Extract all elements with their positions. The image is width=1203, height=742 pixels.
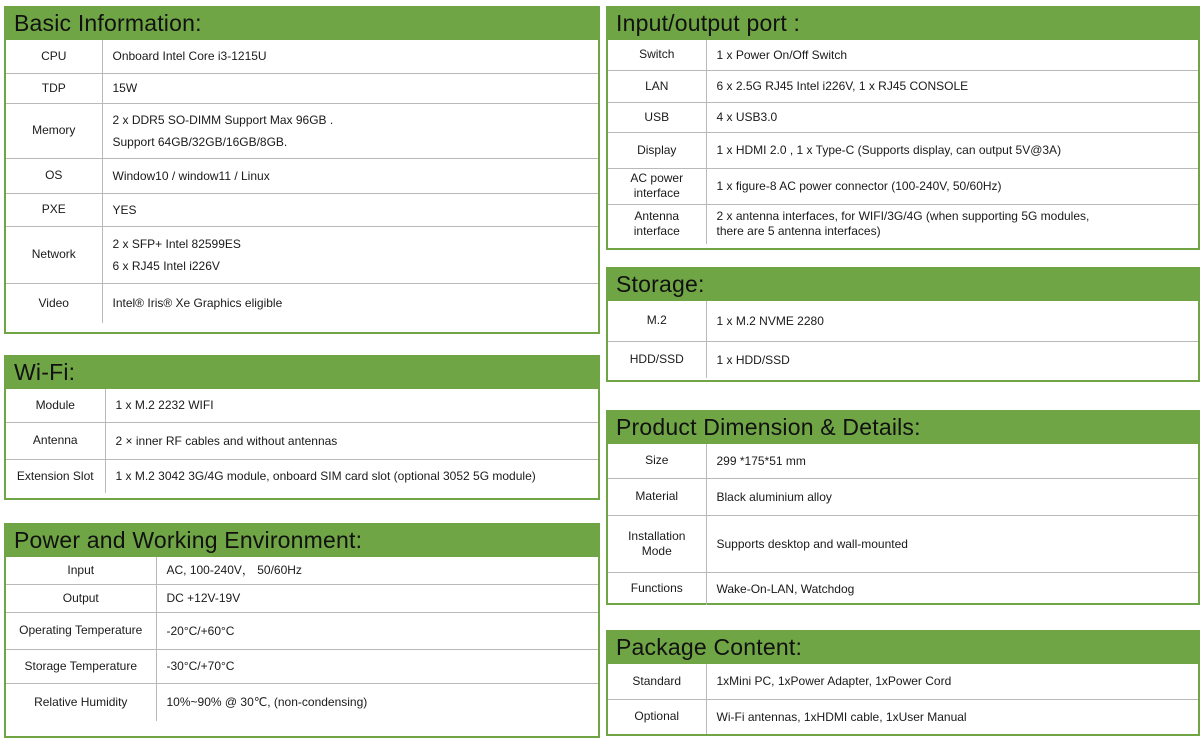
spec-label: OS [6,158,102,193]
spec-value [102,40,598,73]
spec-value [706,102,1198,132]
spec-table [6,389,598,493]
spec-value [706,40,1198,70]
spec-row [608,444,1198,478]
spec-row [6,226,598,283]
spec-value [102,158,598,193]
spec-label: Relative Humidity [6,683,156,721]
spec-value-line: YES [112,202,137,217]
spec-label: Module [6,389,105,422]
spec-row [6,557,598,584]
spec-value-line: 6 x RJ45 Intel i226V [112,258,220,273]
spec-label: Memory [6,103,102,158]
section-title: Product Dimension & Details: [616,413,921,440]
spec-label: Operating Temperature [6,612,156,649]
spec-value [105,459,598,493]
product-dimension-header [608,412,1198,444]
spec-value-line: Onboard Intel Core i3-1215U [112,49,267,64]
spec-value [706,204,1198,244]
spec-value-line: -20°C/+60°C [166,623,235,638]
spec-label: Antenna [6,422,105,459]
spec-label: PXE [6,193,102,226]
spec-table [608,40,1198,244]
spec-value [102,283,598,323]
basic-information-panel [4,6,600,334]
spec-value-line: 2 x SFP+ Intel 82599ES [112,236,241,251]
spec-label: Optional [608,699,706,734]
spec-value-line: Wake-On-LAN, Watchdog [716,581,855,596]
spec-row [608,204,1198,244]
section-title: Package Content: [616,633,803,660]
spec-value-line: 6 x 2.5G RJ45 Intel i226V, 1 x RJ45 CONSOLE [716,79,969,93]
spec-label: Video [6,283,102,323]
spec-label: Output [6,584,156,612]
spec-value-line: 2 x antenna interfaces, for WIFI/3G/4G (when supporting 5G modules, [716,209,1090,224]
spec-value [156,557,598,584]
spec-row [608,40,1198,70]
spec-value-line: Black aluminium alloy [716,489,832,504]
spec-value-line: 4 x USB3.0 [716,110,778,124]
spec-row [608,341,1198,378]
spec-row [608,70,1198,102]
spec-label: Antenna interface [608,204,706,244]
spec-row [608,664,1198,699]
spec-row [608,572,1198,605]
section-title: Power and Working Environment: [14,526,363,553]
spec-value-line: 2 x DDR5 SO-DIMM Support Max 96GB . [112,112,334,127]
spec-value [706,699,1198,734]
spec-row [6,389,598,422]
power-environment-panel [4,523,600,738]
spec-value [706,572,1198,605]
spec-table [608,664,1198,734]
spec-label: Standard [608,664,706,699]
spec-value [706,132,1198,168]
spec-row [6,193,598,226]
spec-value-line: DC +12V-19V [166,591,241,605]
spec-value-line: there are 5 antenna interfaces) [716,224,881,239]
spec-row [608,515,1198,572]
spec-value-line: 1 x M.2 2232 WIFI [115,398,214,413]
spec-row [608,168,1198,204]
spec-row [6,649,598,683]
spec-label: Input [6,557,156,584]
spec-value [102,103,598,158]
spec-row [6,158,598,193]
spec-table [6,40,598,323]
storage-header [608,269,1198,301]
package-content-header [608,632,1198,664]
spec-value-line: 1xMini PC, 1xPower Adapter, 1xPower Cord [716,674,952,689]
spec-value-line: 299 *175*51 mm [716,453,806,468]
spec-label: Size [608,444,706,478]
spec-value [706,664,1198,699]
spec-label: Display [608,132,706,168]
product-dimension-panel [606,410,1200,605]
spec-value-line: AC, 100-240V， 50/60Hz [166,563,302,578]
section-title: Storage: [616,270,705,297]
package-content-panel [606,630,1200,736]
spec-table [608,444,1198,605]
spec-value-line: 1 x figure-8 AC power connector (100-240V, 50/60Hz) [716,179,1002,193]
spec-value-line: Intel® Iris® Xe Graphics eligible [112,296,283,311]
spec-value [706,168,1198,204]
spec-value [102,73,598,103]
section-title: Input/output port : [616,9,801,36]
spec-label: AC power interface [608,168,706,204]
spec-value-line: 10%~90% @ 30℃, (non-condensing) [166,695,368,710]
spec-value-line: 15W [112,81,138,95]
spec-label: USB [608,102,706,132]
spec-row [608,301,1198,341]
spec-row [6,103,598,158]
spec-label: Storage Temperature [6,649,156,683]
spec-value [102,193,598,226]
spec-row [608,478,1198,515]
spec-label: HDD/SSD [608,341,706,378]
spec-label: Extension Slot [6,459,105,493]
spec-row [608,102,1198,132]
spec-value-line: 1 x M.2 3042 3G/4G module, onboard SIM card slot (optional 3052 5G module) [115,469,536,484]
spec-label: CPU [6,40,102,73]
spec-table [608,301,1198,378]
spec-label: TDP [6,73,102,103]
spec-value [156,649,598,683]
spec-value-line: 1 x Power On/Off Switch [716,47,847,62]
io-port-panel [606,6,1200,250]
spec-value [706,301,1198,341]
spec-row [6,459,598,493]
spec-label: LAN [608,70,706,102]
power-environment-header [6,525,598,557]
spec-label: Switch [608,40,706,70]
spec-value [105,422,598,459]
spec-value [102,226,598,283]
section-title: Basic Information: [14,9,202,36]
spec-value-line: -30°C/+70°C [166,659,235,673]
basic-information-header [6,8,598,40]
spec-label: Network [6,226,102,283]
wifi-panel [4,355,600,500]
section-title: Wi-Fi: [14,358,76,385]
spec-label: M.2 [608,301,706,341]
spec-value [156,612,598,649]
spec-label: Material [608,478,706,515]
spec-value [156,683,598,721]
spec-value-line: 1 x M.2 NVME 2280 [716,313,824,328]
spec-row [6,683,598,721]
spec-value [706,444,1198,478]
spec-value [706,70,1198,102]
spec-value [706,515,1198,572]
spec-value [156,584,598,612]
spec-value-line: Window10 / window11 / Linux [112,168,270,183]
spec-value [706,478,1198,515]
storage-panel [606,267,1200,382]
io-port-header [608,8,1198,40]
spec-row [6,283,598,323]
spec-value-line: 1 x HDMI 2.0 , 1 x Type-C (Supports display, can output 5V@3A) [716,143,1062,157]
spec-table [6,557,598,721]
spec-row [6,422,598,459]
spec-row [6,584,598,612]
spec-value-line: Wi-Fi antennas, 1xHDMI cable, 1xUser Manual [716,709,967,724]
spec-row [6,73,598,103]
spec-value [105,389,598,422]
spec-row [6,40,598,73]
wifi-header [6,357,598,389]
spec-row [608,699,1198,734]
spec-value [706,341,1198,378]
spec-value-line: Support 64GB/32GB/16GB/8GB. [112,134,288,149]
spec-row [608,132,1198,168]
spec-value-line: Supports desktop and wall-mounted [716,536,908,551]
spec-label: Functions [608,572,706,605]
spec-value-line: 2 × inner RF cables and without antennas [115,433,338,448]
spec-row [6,612,598,649]
spec-label: Installation Mode [608,515,706,572]
spec-value-line: 1 x HDD/SSD [716,352,790,367]
